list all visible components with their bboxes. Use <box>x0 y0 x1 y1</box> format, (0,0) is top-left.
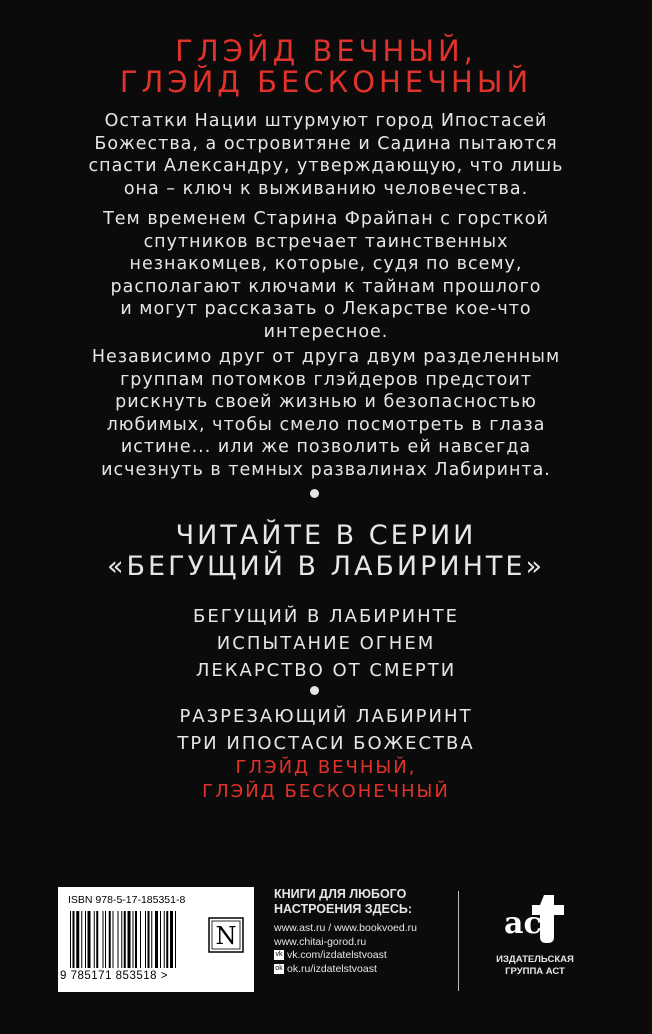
annotation-paragraph-3 <box>0 346 652 481</box>
text-line: незнакомцев, которые, судя по всему, <box>129 254 523 274</box>
book-title-item: ЛЕКАРСТВО ОТ СМЕРТИ <box>195 660 457 681</box>
social-link-vk[interactable] <box>274 949 464 963</box>
text-line: рискнуть своей жизнью и безопасностью <box>115 392 537 412</box>
barcode <box>70 911 206 968</box>
book-list-1 <box>0 605 652 683</box>
bullet-divider <box>310 686 319 695</box>
text-line: располагают ключами к тайнам прошлого <box>110 276 542 297</box>
text-line: спутников встречает таинственных <box>143 231 509 252</box>
annotation-paragraph-1 <box>0 110 652 200</box>
barcode-box <box>58 887 254 992</box>
publisher-name: ИЗДАТЕЛЬСКАЯ <box>496 954 574 965</box>
text-line: исчезнуть в темных развалинах Лабиринта. <box>101 459 551 480</box>
text-line: спасти Александру, утверждающую, что лишь <box>88 156 564 176</box>
n-mark-icon <box>208 917 244 953</box>
n-mark-letter: N <box>215 922 237 950</box>
series-heading <box>0 520 652 582</box>
text-line: Тем временем Старина Фрайпан с горсткой <box>103 209 549 229</box>
book-title-item: БЕГУЩИЙ В ЛАБИРИНТЕ <box>193 606 459 627</box>
isbn-number: ISBN 978-5-17-185351-8 <box>68 894 186 906</box>
divider-line <box>458 891 459 991</box>
text-line: и могут рассказать о Лекарстве кое-что <box>120 299 532 319</box>
shops-heading: КНИГИ ДЛЯ ЛЮБОГО <box>274 887 407 901</box>
shop-link[interactable]: www.ast.ru / www.bookvoed.ru <box>274 922 417 934</box>
text-line: она – ключ к выживанию человечества. <box>123 178 529 199</box>
book-title-item: ИСПЫТАНИЕ ОГНЕМ <box>216 633 436 654</box>
book-title-current: ГЛЭЙД БЕСКОНЕЧНЫЙ <box>202 781 450 802</box>
publisher-block <box>470 887 600 978</box>
book-title-item: ТРИ ИПОСТАСИ БОЖЕСТВА <box>177 733 475 754</box>
vk-icon: vk <box>275 951 283 959</box>
logo-text: ac <box>504 906 542 941</box>
back-cover-footer <box>58 887 594 997</box>
social-link-ok[interactable] <box>274 963 464 977</box>
title-line: ГЛЭЙД БЕСКОНЕЧНЫЙ <box>119 65 533 99</box>
text-line: Независимо друг от друга двум разделенным <box>91 347 561 367</box>
book-list-2 <box>0 705 652 804</box>
shop-link[interactable]: www.chitai-gorod.ru <box>274 935 367 948</box>
ok-icon: ok <box>275 964 283 972</box>
shops-heading: НАСТРОЕНИЯ ЗДЕСЬ: <box>274 902 413 916</box>
title-line: ГЛЭЙД ВЕЧНЫЙ, <box>175 34 477 68</box>
text-line: Божества, а островитяне и Садина пытаются <box>94 133 558 154</box>
text-line: группам потомков глэйдеров предстоит <box>120 369 532 390</box>
text-line: интересное. <box>263 321 389 342</box>
annotation-paragraph-2 <box>0 208 652 343</box>
shops-info <box>274 887 464 976</box>
series-heading-line: ЧИТАЙТЕ В СЕРИИ <box>175 520 477 551</box>
publisher-name: ГРУППА АСТ <box>505 966 565 977</box>
text-line: любимых, чтобы смело посмотреть в глаза <box>106 414 546 435</box>
series-heading-line: «БЕГУЩИЙ В ЛАБИРИНТЕ» <box>107 551 545 582</box>
ast-logo-icon <box>500 887 570 949</box>
barcode-digits: 9 785171 853518 > <box>60 970 168 982</box>
bullet-divider <box>310 489 319 498</box>
book-title <box>0 36 652 98</box>
vk-link-text: vk.com/izdatelstvoast <box>287 949 387 961</box>
book-title-current: ГЛЭЙД ВЕЧНЫЙ, <box>235 757 417 778</box>
text-line: истине... или же позволить ей навсегда <box>120 437 532 457</box>
book-title-item: РАЗРЕЗАЮЩИЙ ЛАБИРИНТ <box>179 706 473 727</box>
text-line: Остатки Нации штурмуют город Ипостасей <box>104 111 548 131</box>
ok-link-text: ok.ru/izdatelstvoast <box>287 962 377 975</box>
